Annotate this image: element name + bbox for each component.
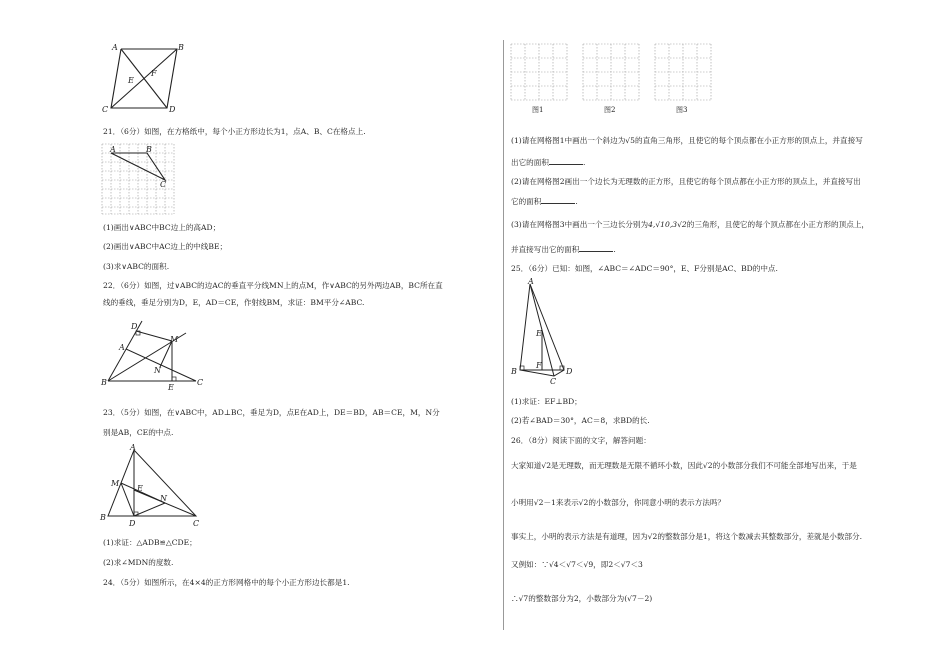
q26-line4-a: 又例如： xyxy=(511,560,542,569)
q23-label-E: E xyxy=(137,484,143,493)
q22-label-E: E xyxy=(168,383,174,392)
q23-label-B: B xyxy=(100,513,106,522)
figure-q21-grid xyxy=(100,142,178,216)
q21-part2: (2)画出∨ABC中AC边上的中线BE； xyxy=(103,242,228,251)
q24-part2-line1: (2)请在网格图2画出一个边长为无理数的正方形，且使它的每个顶点都在小正方形的顶点上，并直接写出 xyxy=(511,177,861,186)
q24-part3-line2: 并直接写出它的面积 . xyxy=(511,245,616,254)
label-D: D xyxy=(169,105,176,114)
q22-stem-line1: 22．（6分）如图，过∨ABC的边AC的垂直平分线MN上的点M，作∨ABC的另外两边AB，BC所在直 xyxy=(103,281,443,290)
q23-part2: (2)求∠MDN的度数. xyxy=(103,558,174,567)
q22-label-A: A xyxy=(119,343,125,352)
q21-label-C: C xyxy=(160,180,167,189)
q22-stem-line2: 线的垂线，垂足分别为D，E，AD＝CE，作射线BM，求证：BM平分∠ABC. xyxy=(103,298,365,307)
q25-stem: 25．（6分）已知：如图，∠ABC＝∠ADC＝90°，E、F分别是AC、BD的中点. xyxy=(511,264,778,273)
q25-label-A: A xyxy=(528,278,534,286)
figure-q23 xyxy=(98,442,208,532)
q23-label-M: M xyxy=(111,479,120,488)
answer-blank-3 xyxy=(579,245,613,252)
q24-part3-math: 4,√10,3√2 xyxy=(648,220,687,229)
caption-fig2: 图2 xyxy=(604,106,616,114)
q23-stem-line1: 23．（5分）如图，在∨ABC中，AD⊥BC，垂足为D，点E在AD上，DE＝BD，AB＝CE，M，N分 xyxy=(103,408,440,417)
figure-q22 xyxy=(98,315,208,393)
q23-stem-line2: 别是AB，CE的中点. xyxy=(103,428,174,437)
q22-label-M: M xyxy=(170,335,179,344)
q24-part3-text-a: (3)请在网格图3中画出一个三边长分别为 xyxy=(511,220,649,229)
q26-line4-c: ，即 xyxy=(593,560,609,569)
q24-part2-line2-text: 它的面积 xyxy=(511,197,542,206)
figure-q20 xyxy=(100,38,190,116)
q26-line4-d: 2＜√7＜3 xyxy=(608,560,643,569)
q26-line3: 事实上，小明的表示方法是有道理，因为√2的整数部分是1，将这个数减去其整数部分，差就是小数部分. xyxy=(511,532,863,541)
label-E: E xyxy=(128,76,134,85)
q23-label-C: C xyxy=(193,519,200,528)
q24-part3-line1 xyxy=(511,220,869,230)
q26-line4 xyxy=(511,560,643,570)
q21-part3: (3)求∨ABC的面积. xyxy=(103,262,170,271)
q24-stem: 24．（5分）如图所示，在4×4的正方形网格中的每个小正方形边长都是1. xyxy=(103,578,350,587)
q24-part1-line2-text: 出它的面积 xyxy=(511,158,549,167)
q24-part3-text-d: 并直接写出它的面积 xyxy=(511,245,580,254)
q24-part2-line2: 它的面积 . xyxy=(511,197,578,206)
grid-2 xyxy=(583,44,639,100)
q21-label-B: B xyxy=(146,145,152,154)
q22-label-C: C xyxy=(197,378,204,387)
grid-3 xyxy=(655,44,711,100)
q23-part1: (1)求证：△ADB≌△CDE； xyxy=(103,538,197,547)
q25-label-B: B xyxy=(511,367,517,376)
q21-label-A: A xyxy=(110,145,116,154)
column-divider xyxy=(503,40,504,630)
q25-label-E: E xyxy=(536,329,542,338)
q25-label-F: F xyxy=(536,361,542,370)
q22-label-B: B xyxy=(101,378,107,387)
figure-q25 xyxy=(508,278,578,386)
answer-blank-2 xyxy=(541,197,575,204)
q25-part2: (2)若∠BAD＝30°，AC＝8，求BD的长. xyxy=(511,416,650,425)
q24-part3-text-c: 的三角形，且使它的每个顶点都在小正方形的顶点上， xyxy=(686,220,870,229)
q22-label-D: D xyxy=(131,322,138,331)
q24-part1-line1: (1)请在网格图1中画出一个斜边为√5的直角三角形，且使它的每个顶点都在小正方形的顶点上，并直接写 xyxy=(511,136,863,145)
q26-line2: 小明用√2－1来表示√2的小数部分，你同意小明的表示方法吗？ xyxy=(511,498,726,507)
label-C: C xyxy=(102,105,109,114)
q26-line4-b: ∵√4＜√7＜√9 xyxy=(541,560,594,569)
q26-line5: ∴√7的整数部分为2，小数部分为(√7－2) xyxy=(511,594,653,603)
label-F: F xyxy=(151,69,157,78)
grid-1 xyxy=(511,44,567,100)
q23-label-A: A xyxy=(130,443,136,452)
q22-label-N: N xyxy=(154,366,161,375)
q24-part1-line2: 出它的面积 . xyxy=(511,158,586,167)
q23-label-D: D xyxy=(129,519,136,528)
q23-label-N: N xyxy=(160,494,167,503)
q26-stem: 26．（8分）阅读下面的文字，解答问题： xyxy=(511,436,651,445)
answer-blank-1 xyxy=(549,158,583,165)
label-A: A xyxy=(112,43,118,52)
q25-label-C: C xyxy=(550,377,557,386)
q21-stem: 21．（6分）如图，在方格纸中，每个小正方形边长为1，点A、B、C在格点上. xyxy=(103,127,366,136)
q21-part1: (1)画出∨ABC中BC边上的高AD； xyxy=(103,223,221,232)
caption-fig3: 图3 xyxy=(676,106,688,114)
q26-line1: 大家知道√2是无理数，而无理数是无限不循环小数，因此√2的小数部分我们不可能全部地写出来，于是 xyxy=(511,461,857,470)
label-B: B xyxy=(178,43,184,52)
q25-part1: (1)求证：EF⊥BD； xyxy=(511,397,582,406)
caption-fig1: 图1 xyxy=(532,106,544,114)
q25-label-D: D xyxy=(566,367,573,376)
